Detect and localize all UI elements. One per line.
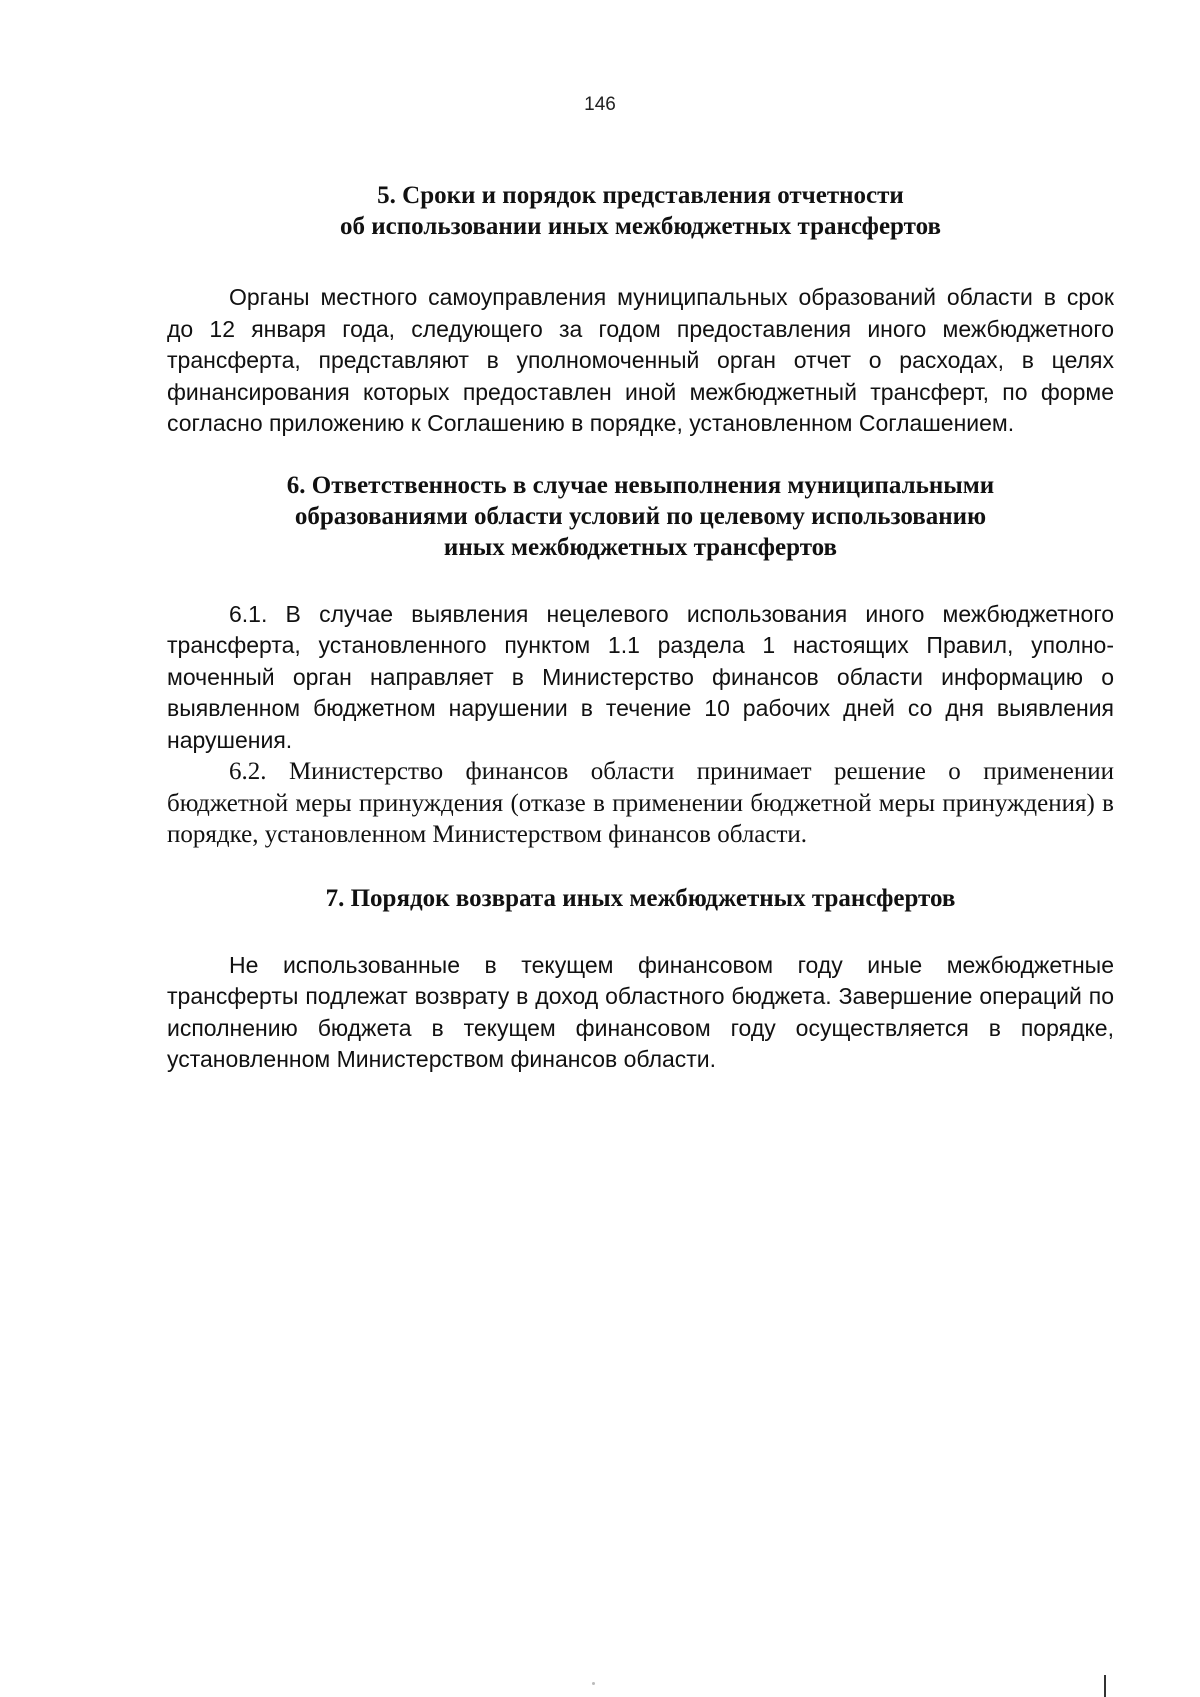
section-5-paragraph: Органы местного самоуправления муниципальных образований области в срок до 12 января года, следующего за годом предоставления иного межбюджетного трансферта, представляют в уполномоченный орган отчет о расходах, в целях финансирования которых предоставлен иной межбюджетный трансферт, по форме согласно приложению к Соглашению в порядке, установленном Соглашением. (167, 284, 1114, 436)
section-7-heading-line-1: 7. Порядок возврата иных межбюджетных трансфертов (325, 884, 956, 912)
scan-artifact-line (1104, 1675, 1106, 1697)
section-6-heading-line-3: иных межбюджетных трансфертов (443, 533, 838, 561)
section-6-heading (167, 470, 1114, 563)
section-5-heading-line-2: об использовании иных межбюджетных трансфертов (340, 213, 941, 240)
section-7-heading (167, 883, 1114, 914)
section-6-paragraph-1: 6.1. В случае выявления нецелевого использования иного межбюджетного трансферта, установленного пунктом 1.1 раздела 1 настоящих Правил, уполномоченный орган направляет в Министерство финансов области информацию о выявленном бюджетном нарушении в течение 10 рабочих дней со дня выявления нарушения. (167, 600, 1114, 753)
section-5-heading (167, 180, 1114, 242)
page-number: 146 (584, 94, 616, 115)
section-6-paragraph-2: 6.2. Министерство финансов области принимает решение о применении бюджетной меры принуждения (отказе в применении бюджетной меры принуждения) в порядке, установленном Министерством финансов области. (167, 758, 1114, 848)
scan-artifact-dot (592, 1682, 595, 1685)
section-7-paragraph: Не использованные в текущем финансовом году иные межбюджетные трансферты подлежат возврату в доход областного бюджета. Завершение операций по исполнению бюджета в текущем финансовом году осуществляется в порядке, установленном Министерством финансов области. (167, 951, 1114, 1072)
document-body (167, 180, 1114, 1076)
section-6-heading-line-1: 6. Ответственность в случае невыполнения муниципальными (286, 471, 995, 499)
section-6-heading-line-2: образованиями области условий по целевому использованию (294, 502, 987, 530)
section-5-heading-line-1: 5. Сроки и порядок представления отчетности (377, 182, 904, 209)
